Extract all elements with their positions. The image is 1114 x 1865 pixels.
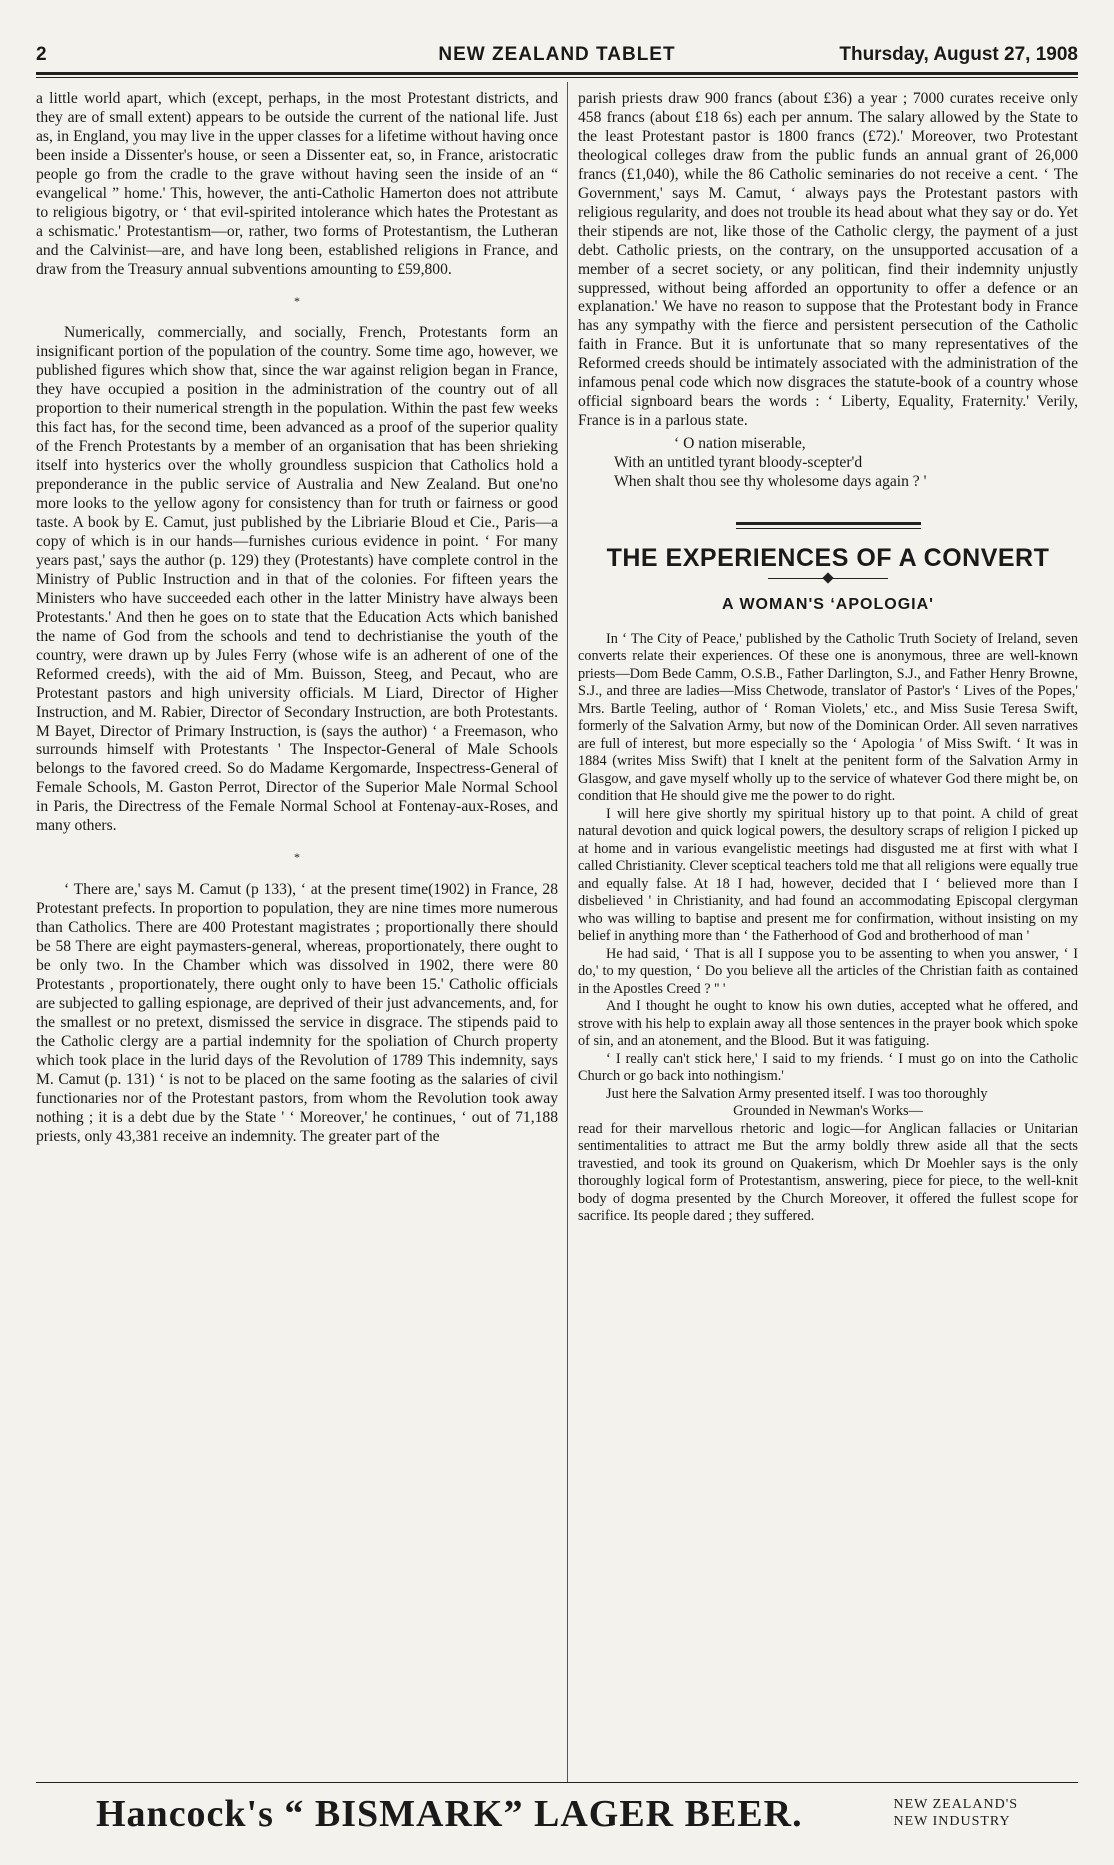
diamond-icon — [822, 572, 833, 583]
article-subtitle: A WOMAN'S ‘APOLOGIA' — [722, 595, 934, 613]
page-header — [36, 44, 1078, 74]
left-paragraph-1: a little world apart, which (except, perhaps, in the most Protestant districts, and they are of small extent) appears to be outside the current of the national life. Just as, in England, you may live in the upper classes for a lifetime without having once been inside a Dissenter's house, or seen a Dissenter eat, so, in France, aristocratic people go from the cradle to the grave without having seen the inside of an “ evangelical ” home.' This, however, the anti-Catholic Hamerton does not attribute to religious bigotry, or ‘ that evil-spirited intolerance which hates the Protestant as a schismatic.' Protestantism—or, rather, two forms of Protestantism, the Lutheran and the Calvinist—are, and have long been, established religions in France, and draw from the Treasury annual subventions amounting to £59,800. — [36, 90, 558, 278]
issue-date: Thursday, August 27, 1908 — [839, 44, 1078, 65]
article-paragraph: He had said, ‘ That is all I suppose you to be assenting to when you answer, ‘ I do,' to my question, ‘ Do you believe all the articles of the Christian faith as contained in the Apostles Creed ? '' ' — [578, 945, 1078, 997]
section-separator: * — [294, 293, 300, 308]
article-title: THE EXPERIENCES OF A CONVERT — [606, 544, 1050, 573]
advertisement-tagline — [893, 1796, 1018, 1830]
double-rule — [736, 522, 921, 529]
header-rule — [36, 72, 1078, 78]
right-continuation: parish priests draw 900 francs (about £36) a year ; 7000 curates receive only 458 francs (about £18 6s) each per annum. The salary allowed by the State to the least Protestant pastor is 1800 francs (£72).' Moreover, two Protestant theological colleges draw from the public funds an annual grant of 26,000 francs (£1,040), while the 86 Catholic seminaries do not receive a cent. ‘ The Government,' says M. Camut, ‘ always pays the Protestant pastors with religious regularity, and does not trouble its head about what they say or do. Yet their stipends are not, like those of the Catholic clergy, the payment of a just debt. Catholic priests, on the contrary, on the unsupported accusation of a member of a secret society, or any politican, find their indemnity unjustly suppressed, without being afforded an opportunity to offer a defence or an explanation.' We have no reason to suppose that the Protestant body in France has any sympathy with the fierce and persistent persecution of the Catholic faith in France. But it is unfortunate that so many representatives of the Reformed creeds should be intimately associated with the administration of the infamous penal code which now disgraces the statute-book of a country whose official signboard bears the words : ‘ Liberty, Equality, Fraternity.' Verily, France is in a parlous state. — [578, 90, 1078, 430]
publication-title: NEW ZEALAND TABLET — [438, 44, 676, 65]
article-paragraph: I will here give shortly my spiritual history up to that point. A child of great natural devotion and quick logical powers, the desultory scraps of religion I picked up at home and in various evangelistic meetings had disgusted me at first with what I called Christianity. Clever sceptical teachers told me that all religions were equally true and equally false. At 18 I had, however, decided that I ‘ believed more than I disbelieved ' in Christianity, and had found an accommodating Episcopal clergyman who was willing to baptise and present me for confirmation, without insisting on my belief in anything more than ‘ the Fatherhood of God and brotherhood of man ' — [578, 805, 1078, 945]
advertisement-banner — [36, 1788, 1078, 1848]
tagline-line: NEW INDUSTRY — [893, 1814, 1011, 1829]
footer-rule — [36, 1782, 1078, 1783]
article-body — [578, 631, 1078, 1226]
verse-line: ‘ O nation miserable, — [674, 435, 806, 453]
article-paragraph: read for their marvellous rhetoric and logic—for Anglican fallacies or Unitarian sentimentalities to attract me But the army boldly threw aside all that the sects travestied, and took its ground on Quakerism, which Dr Moehler says is the only thoroughly logical form of Protestantism, answering, piece for piece, to the well-knit body of dogma presented by the Church Moreover, it offered the fullest scope for sacrifice. Its people dared ; they suffered. — [578, 1120, 1078, 1225]
verse-line: With an untitled tyrant bloody-scepter'd — [614, 454, 863, 472]
tagline-line: NEW ZEALAND'S — [893, 1797, 1018, 1812]
right-column — [578, 90, 1078, 1226]
column-divider — [567, 82, 568, 1782]
advertisement-text: Hancock's “ BISMARK” LAGER BEER. — [96, 1793, 803, 1835]
ornament-rule — [768, 578, 888, 580]
verse-quote — [614, 435, 1078, 492]
page-number: 2 — [36, 44, 47, 65]
quoted-line: Grounded in Newman's Works— — [733, 1103, 923, 1120]
article-paragraph: Just here the Salvation Army presented itself. I was too thoroughly — [606, 1085, 988, 1102]
section-separator: * — [294, 850, 300, 865]
left-paragraph-2: Numerically, commercially, and socially, French, Protestants form an insignificant portion of the population of the country. Some time ago, however, we published figures which show that, since the war against religion began in France, they have occupied a position in the administration of the country out of all proportion to their numerical strength in the population. Within the past few weeks this fact has, for the second time, been advanced as a proof of the superior quality of the French Protestants by a member of an organisation that has been shrieking itself into hysterics over the wholly groundless suspicion that Catholics hold a preponderance in the public service of Australia and New Zealand. But one'no more looks to the yellow agony for consistency than for truth or fairness or good taste. A book by E. Camut, just published by the Libriarie Bloud et Cie., Paris—a copy of which is in our hands—furnishes curious evidence in point. ‘ For many years past,' says the author (p. 129) they (Protestants) have complete control in the Ministry of Public Instruction and in that of the colonies. For fifteen years the Ministers who have succeeded each other in the latter Ministry have always been Protestants.' And then he goes on to state that the Education Acts which banished the name of God from the schools and tend to dechristianise the youth of the country, were drawn up by Jules Ferry (whose wife is an adherent of one of the Reformed creeds), with the aid of Mm. Buisson, Steeg, and Pecaut, who are Protestant pastors and high university officials. M Liard, Director of Higher Instruction, and M. Rabier, Director of Secondary Instruction, are both Protestants. M Bayet, Director of Primary Instruction, is (says the author) ‘ a Freemason, who surrounds himself with Protestants ' The Inspector-General of Male Schools belongs to the favored creed. So do Madame Kergomarde, Inspectress-General of Female Schools, M. Gaston Perrot, Director of the Superior Male Normal School in Paris, the Directress of the Female Normal School at Fontenay-aux-Roses, and many others. — [36, 324, 558, 835]
left-column — [36, 90, 558, 1147]
verse-line: When shalt thou see thy wholesome days again ? ' — [614, 473, 927, 491]
left-paragraph-3: ‘ There are,' says M. Camut (p 133), ‘ at the present time(1902) in France, 28 Protestant prefects. In proportion to population, they are nine times more numerous than Catholics. There are 400 Protestant magistrates ; proportionally there should be 58 There are eight paymasters-general, whereas, proportionately, there ought to be only two. In the Chamber which was dissolved in 1902, there were 80 Protestants , proportionately, there ought only to have been 15.' Catholic officials are subjected to galling espionage, are deprived of their just advancements, and, for the smallest or no pretext, dismissed the service in disgrace. The stipends paid to the Catholic clergy are a partial indemnity for the spoliation of Church property which took place in the lurid days of the Revolution of 1789 This indemnity, says M. Camut (p. 131) ‘ is not to be placed on the same footing as the salaries of civil functionaries nor of the Protestant pastors, from whom the Revolution took away nothing ; it is a debt due by the State ' ‘ Moreover,' he continues, ‘ out of 71,188 priests, only 43,381 receive an indemnity. The greater part of the — [36, 881, 558, 1145]
article-paragraph: In ‘ The City of Peace,' published by the Catholic Truth Society of Ireland, seven converts relate their experiences. Of these one is anonymous, three are well-known priests—Dom Bede Camm, O.S.B., Father Darlington, S.J., and Father Henry Browne, S.J., and three are ladies—Miss Chetwode, translator of Pastor's ‘ Lives of the Popes,' Mrs. Bartle Teeling, author of ‘ Roman Violets,' etc., and Miss Susie Teresa Swift, formerly of the Salvation Army, but now of the Dominican Order. All seven narratives are full of interest, but more especially so the ‘ Apologia ' of Miss Swift. ‘ It was in 1884 (writes Miss Swift) that I knelt at the penitent form of the Salvation Army in Glasgow, and gave myself wholly up to the service of whatever God there might be, on condition that He should give me the power to do right. — [578, 630, 1078, 805]
article-paragraph: ‘ I really can't stick here,' I said to my friends. ‘ I must go on into the Catholic Church or go back into nothingism.' — [578, 1050, 1078, 1085]
article-paragraph: And I thought he ought to know his own duties, accepted what he offered, and strove with his help to explain away all those sentences in the prayer book which spoke of sin, and an atonement, and the Blood. But it was fatiguing. — [578, 998, 1078, 1050]
